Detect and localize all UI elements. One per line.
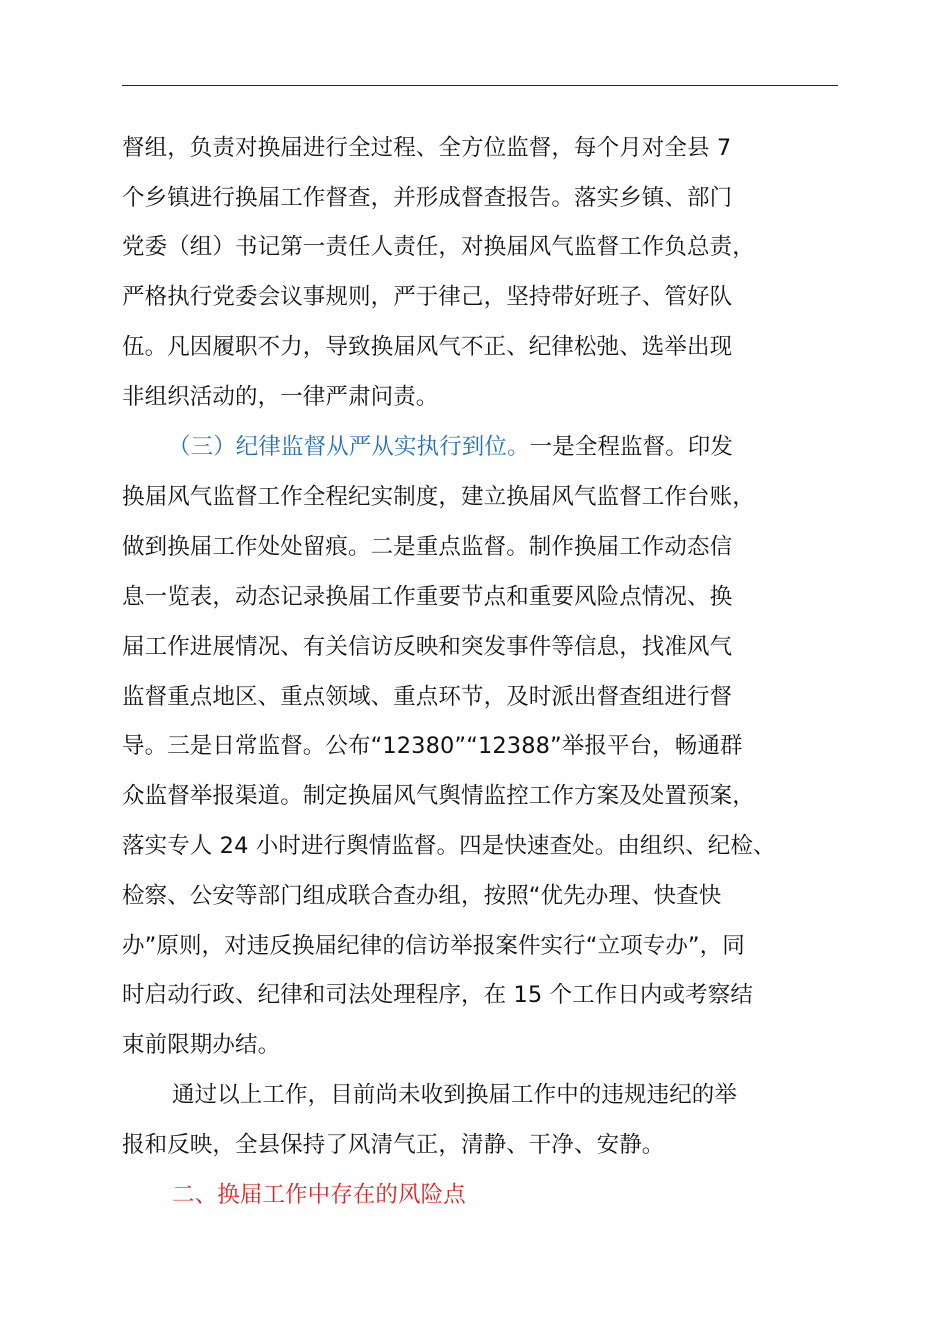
text-line: 做到换届工作处处留痕。二是重点监督。制作换届工作动态信	[122, 534, 733, 560]
paragraph-first-line	[168, 432, 862, 462]
text-line: 伍。凡因履职不力，导致换届风气不正、纪律松弛、选举出现	[122, 334, 733, 360]
text-line: 息一览表，动态记录换届工作重要节点和重要风险点情况、换	[122, 584, 733, 610]
text-line: 严格执行党委会议事规则，严于律己，坚持带好班子、管好队	[122, 284, 733, 310]
text-run: 一是全程监督。印发	[529, 434, 734, 460]
text-line: 办”原则，对违反换届纪律的信访举报案件实行“立项专办”，同	[122, 933, 745, 959]
text-line: 检察、公安等部门组成联合查办组，按照“优先办理、快查快	[122, 883, 722, 909]
text-line: 个乡镇进行换届工作督查，并形成督查报告。落实乡镇、部门	[122, 185, 733, 211]
text-line: 换届风气监督工作全程纪实制度，建立换届风气监督工作台账，	[122, 484, 755, 510]
header-rule	[122, 85, 838, 86]
text-line: 通过以上工作，目前尚未收到换届工作中的违规违纪的举	[172, 1082, 738, 1108]
text-line: 报和反映，全县保持了风清气正，清静、干净、安静。	[122, 1132, 665, 1158]
section-heading: 二、换届工作中存在的风险点	[172, 1182, 466, 1208]
text-line: 届工作进展情况、有关信访反映和突发事件等信息，找准风气	[122, 634, 733, 660]
text-line: 导。三是日常监督。公布“12380”“12388”举报平台，畅通群	[122, 733, 743, 759]
text-line: 束前限期办结。	[122, 1032, 281, 1058]
subheading-three: （三）纪律监督从严从实执行到位。	[168, 434, 530, 460]
text-line: 落实专人 24 小时进行舆情监督。四是快速查处。由组织、纪检、	[122, 833, 776, 859]
text-line: 督组，负责对换届进行全过程、全方位监督，每个月对全县 7	[122, 135, 732, 161]
text-line: 监督重点地区、重点领域、重点环节，及时派出督查组进行督	[122, 684, 733, 710]
text-line: 非组织活动的，一律严肃问责。	[122, 384, 439, 410]
text-line: 时启动行政、纪律和司法处理程序，在 15 个工作日内或考察结	[122, 982, 753, 1008]
text-line: 众监督举报渠道。制定换届风气舆情监控工作方案及处置预案，	[122, 783, 755, 809]
text-line: 党委（组）书记第一责任人责任，对换届风气监督工作负总责，	[122, 234, 755, 260]
